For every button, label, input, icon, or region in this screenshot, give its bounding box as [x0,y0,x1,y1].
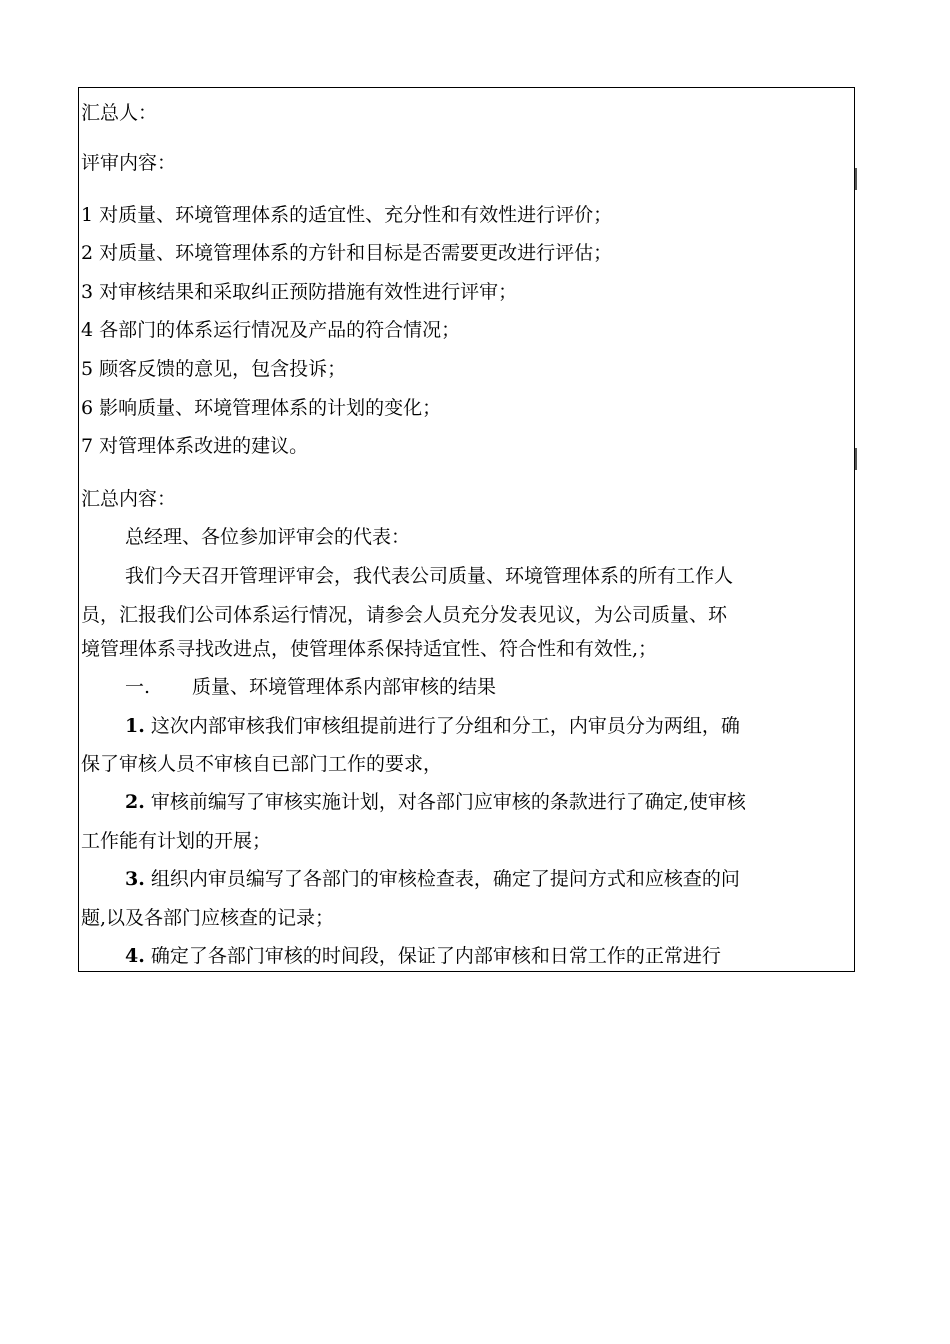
point-line [125,943,854,969]
greeting: 总经理、各位参加评审会的代表： [125,526,411,548]
point-line [125,789,854,815]
point-continuation: 保了审核人员不审核自已部门工作的要求， [81,753,443,775]
point-number: 2. [125,791,145,813]
review-item: 5 顾客反馈的意见，包含投诉； [81,358,347,380]
point-number: 4. [125,945,145,967]
border-tick [855,448,857,470]
review-item: 1 对质量、环境管理体系的适宜性、充分性和有效性进行评价； [81,204,613,226]
review-item: 7 对管理体系改进的建议。 [81,435,309,457]
section-marker: 一. [125,676,151,698]
summary-content-label: 汇总内容： [81,488,177,510]
point-text: 审核前编写了审核实施计划，对各部门应审核的条款进行了确定,使审核 [150,791,746,813]
point-number: 3. [125,868,145,890]
point-text: 确定了各部门审核的时间段，保证了内部审核和日常工作的正常进行 [150,945,721,967]
document-box [78,87,855,972]
review-content-label: 评审内容： [81,152,177,174]
point-line [125,866,854,892]
review-item: 3 对审核结果和采取纠正预防措施有效性进行评审； [81,281,518,303]
intro-line: 境管理体系寻找改进点，使管理体系保持适宜性、符合性和有效性,； [81,638,658,660]
review-item: 4 各部门的体系运行情况及产品的符合情况； [81,319,461,341]
point-text: 组织内审员编写了各部门的审核检查表，确定了提问方式和应核查的问 [150,868,740,890]
review-item: 2 对质量、环境管理体系的方针和目标是否需要更改进行评估； [81,242,613,264]
point-continuation: 题,以及各部门应核查的记录； [81,907,335,929]
section-title: 质量、环境管理体系内部审核的结果 [192,676,497,698]
border-tick [855,168,857,190]
point-line [125,713,854,739]
review-item: 6 影响质量、环境管理体系的计划的变化； [81,397,442,419]
point-continuation: 工作能有计划的开展； [81,830,272,852]
intro-line: 员，汇报我们公司体系运行情况，请参会人员充分发表见议，为公司质量、环 [81,604,728,626]
intro-line: 我们今天召开管理评审会，我代表公司质量、环境管理体系的所有工作人 [125,565,734,587]
point-text: 这次内部审核我们审核组提前进行了分组和分工，内审员分为两组，确 [150,715,740,737]
summary-person-label: 汇总人： [81,102,158,124]
point-number: 1. [125,715,145,737]
